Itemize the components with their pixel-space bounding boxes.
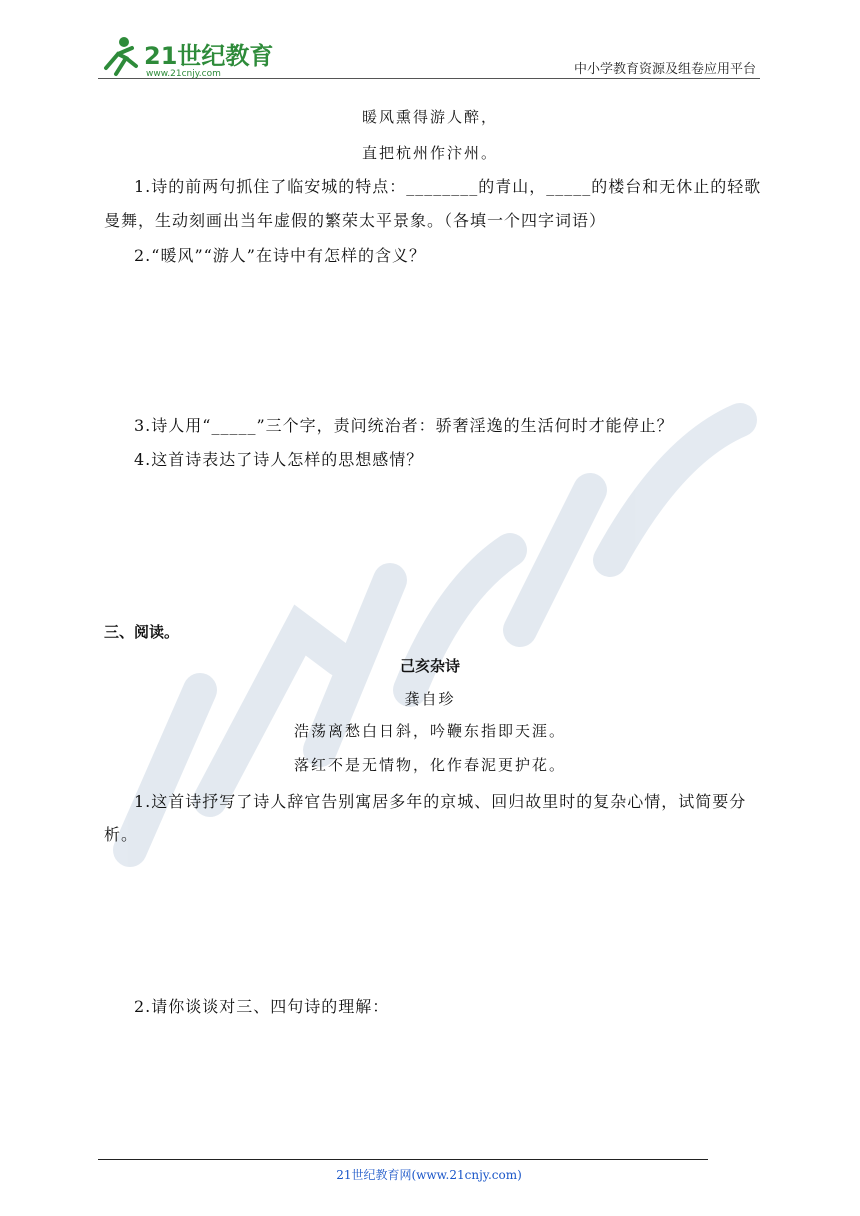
section3-question-1-line1: 1.这首诗抒写了诗人辞官告别寓居多年的京城、回归故里时的复杂心情，试简要分 (134, 792, 747, 811)
logo-url: www.21cnjy.com (146, 69, 221, 78)
header-divider (98, 78, 760, 79)
runner-icon (106, 37, 136, 74)
poem1-line3: 暖风熏得游人醉， (361, 108, 498, 126)
logo-text: 21世纪教育 (144, 42, 274, 70)
question-4: 4.这首诗表达了诗人怎样的思想感情？ (134, 450, 424, 469)
question-1-line1: 1.诗的前两句抓住了临安城的特点：________的青山，_____的楼台和无休止的轻歌 (134, 177, 762, 196)
brand-logo (96, 34, 276, 78)
question-3: 3.诗人用“_____”三个字，责问统治者：骄奢淫逸的生活何时才能停止？ (134, 416, 674, 435)
poem-title: 己亥杂诗 (399, 657, 460, 675)
footer-divider (98, 1159, 708, 1160)
poem2-line1: 浩荡离愁白日斜，吟鞭东指即天涯。 (293, 722, 566, 740)
question-1-line2: 曼舞，生动刻画出当年虚假的繁荣太平景象。（各填一个四字词语） (104, 211, 607, 230)
section3-question-1-line2: 析。 (104, 825, 139, 844)
poem2-line2: 落红不是无情物，化作春泥更护花。 (293, 756, 566, 774)
poem-author: 龚自珍 (404, 690, 456, 708)
section3-question-2: 2.请你谈谈对三、四句诗的理解： (134, 997, 390, 1016)
question-2: 2.“暖风”“游人”在诗中有怎样的含义？ (134, 246, 426, 265)
poem1-line4: 直把杭州作汴州。 (361, 144, 498, 162)
section-heading: 三、阅读。 (104, 623, 180, 641)
header-platform-text: 中小学教育资源及组卷应用平台 (573, 62, 756, 77)
footer-text: 21世纪教育网(www.21cnjy.com) (336, 1168, 522, 1182)
